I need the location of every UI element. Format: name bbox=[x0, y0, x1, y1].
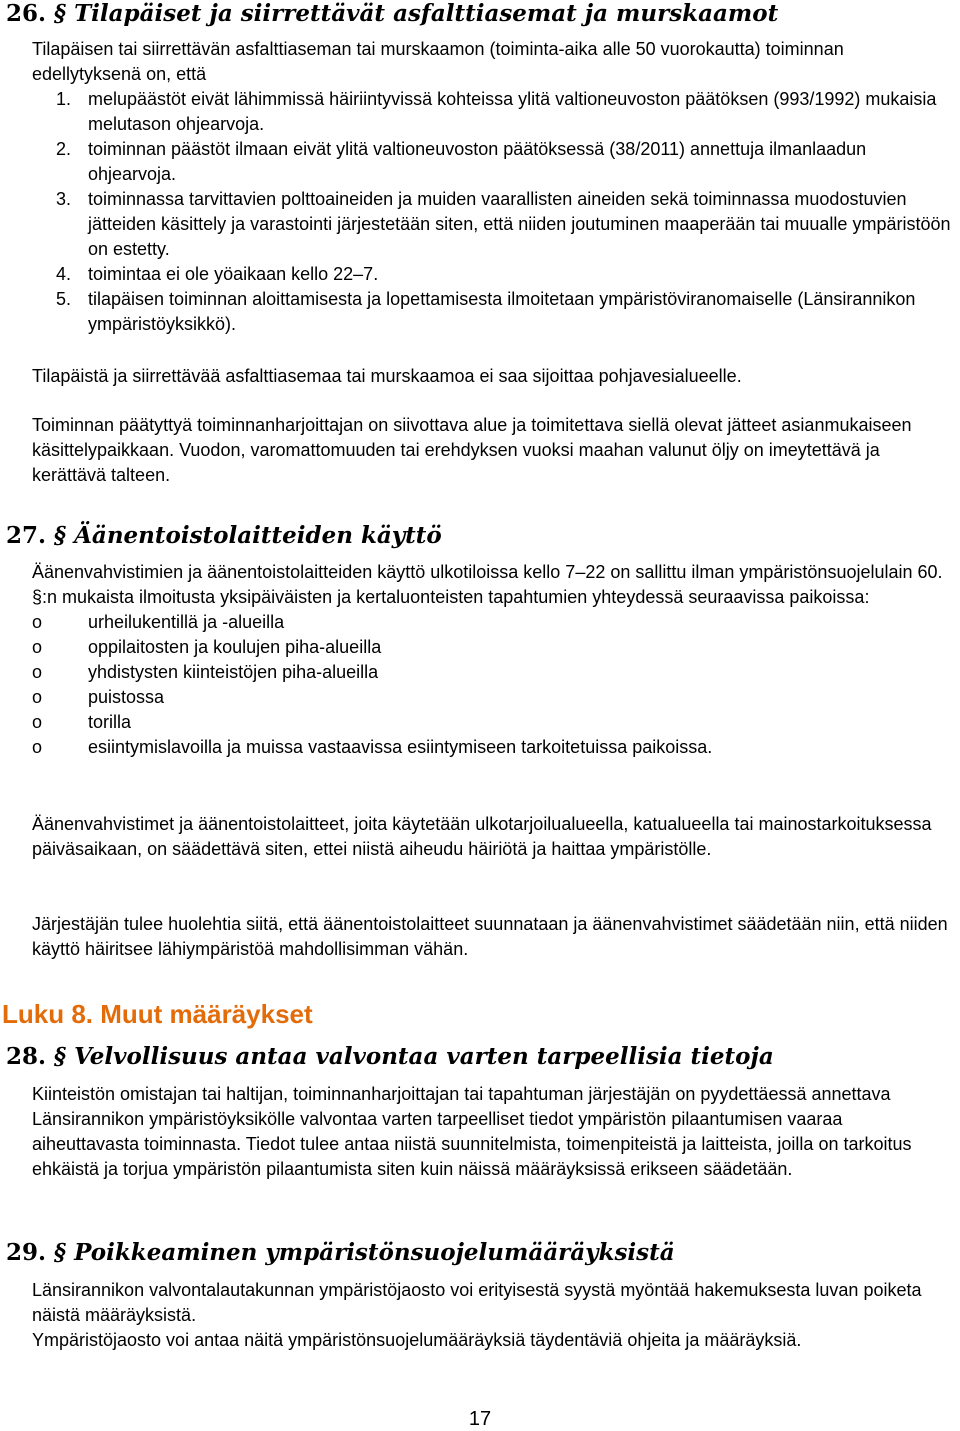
list-item: 5. tilapäisen toiminnan aloittamisesta ja lopettamisesta ilmoitetaan ympäristöviranomaiselle (Länsirannikon ympäristöyksikkö). bbox=[56, 289, 916, 334]
section-26-number: 26. bbox=[6, 0, 47, 27]
section-29-heading bbox=[6, 1239, 675, 1267]
list-item: o oppilaitosten ja koulujen piha-alueilla bbox=[32, 637, 382, 657]
section-29-title: § Poikkeaminen ympäristönsuojelumääräyksistä bbox=[54, 1239, 675, 1266]
section-26-title: § Tilapäiset ja siirrettävät asfalttiasemat ja murskaamot bbox=[54, 0, 779, 27]
section-29-number: 29. bbox=[6, 1239, 47, 1266]
section-28-heading bbox=[6, 1043, 774, 1071]
section-27-places-list bbox=[32, 610, 954, 760]
section-29-paragraph-1: Länsirannikon valvontalautakunnan ympäristöjaosto voi erityisestä syystä myöntää hakemuksesta luvan poiketa näistä määräyksistä. bbox=[32, 1280, 922, 1325]
section-26-intro: Tilapäisen tai siirrettävän asfalttiaseman tai murskaamon (toiminta-aika alle 50 vuorokautta) toiminnan edellytyksenä on, että bbox=[32, 39, 844, 84]
section-27-paragraph-1: Äänenvahvistimet ja äänentoistolaitteet, joita käytetään ulkotarjoilualueella, katualueella tai mainostarkoituksessa päiväsaikaan, on säädettävä siten, ettei niistä aiheudu häiriötä ja haittaa ympäristölle. bbox=[32, 814, 932, 859]
section-29-paragraph-2: Ympäristöjaosto voi antaa näitä ympäristönsuojelumääräyksiä täydentäviä ohjeita ja määräyksiä. bbox=[32, 1330, 802, 1350]
chapter-heading: Luku 8. Muut määräykset bbox=[2, 999, 313, 1029]
section-27-title: § Äänentoistolaitteiden käyttö bbox=[54, 522, 442, 549]
section-28-number: 28. bbox=[6, 1043, 47, 1070]
list-item: 2. toiminnan päästöt ilmaan eivät ylitä valtioneuvoston päätöksessä (38/2011) annettuja ilmanlaadun ohjearvoja. bbox=[56, 139, 867, 184]
section-29-body bbox=[32, 1278, 954, 1353]
section-27-number: 27. bbox=[6, 522, 47, 549]
section-26-conditions-list bbox=[32, 87, 954, 337]
section-26-heading bbox=[6, 0, 778, 28]
list-item: 4. toimintaa ei ole yöaikaan kello 22–7. bbox=[56, 264, 379, 284]
section-27-heading bbox=[6, 522, 442, 550]
list-item: o esiintymislavoilla ja muissa vastaavissa esiintymiseen tarkoitetuissa paikoissa. bbox=[32, 737, 713, 757]
section-26-paragraph-2: Toiminnan päätyttyä toiminnanharjoittajan on siivottava alue ja toimitettava siellä olevat jätteet asianmukaiseen käsittelypaikkaan. Vuodon, varomattomuuden tai erehdyksen vuoksi maahan valunut öljy on imeytettävä ja kerättävä talteen. bbox=[32, 415, 912, 485]
list-item: o yhdistysten kiinteistöjen piha-alueilla bbox=[32, 662, 379, 682]
list-item: 3. toiminnassa tarvittavien polttoaineiden ja muiden vaarallisten aineiden sekä toiminnassa muodostuvien jätteiden käsittely ja varastointi järjestetään siten, että niiden joutuminen maaperään tai muualle ympäristöön on estetty. bbox=[56, 189, 951, 259]
section-27-paragraph-2: Järjestäjän tulee huolehtia siitä, että äänentoistolaitteet suunnataan ja äänenvahvistimet säädetään niin, että niiden käyttö häiritsee lähiympäristöä mahdollisimman vähän. bbox=[32, 914, 948, 959]
list-item: o torilla bbox=[32, 712, 132, 732]
section-28-paragraph: Kiinteistön omistajan tai haltijan, toiminnanharjoittajan tai tapahtuman järjestäjän on pyydettäessä annettava Länsirannikon ympäristöyksikölle valvontaa varten tarpeelliset tiedot ympäristön pilaantumisen vaaraa aiheuttavasta toiminnasta. Tiedot tulee antaa niistä suunnitelmista, toimenpiteistä ja laitteista, joilla on tarkoitus ehkäistä ja torjua ympäristön pilaantumista siten kuin näissä määräyksissä erikseen säädetään. bbox=[32, 1084, 912, 1179]
section-27-body bbox=[32, 560, 954, 760]
section-26-body bbox=[32, 37, 954, 337]
page-number: 17 bbox=[468, 1408, 492, 1430]
list-item: o puistossa bbox=[32, 687, 165, 707]
list-item: o urheilukentillä ja -alueilla bbox=[32, 612, 285, 632]
section-26-paragraph-1: Tilapäistä ja siirrettävää asfalttiasemaa tai murskaamoa ei saa sijoittaa pohjavesialueelle. bbox=[32, 366, 742, 386]
section-27-intro: Äänenvahvistimien ja äänentoistolaitteiden käyttö ulkotiloissa kello 7–22 on sallittu ilman ympäristönsuojelulain 60. §:n mukaista ilmoitusta yksipäiväisten ja kertaluonteisten tapahtumien yhteydessä seuraavissa paikoissa: bbox=[32, 562, 943, 607]
section-28-title: § Velvollisuus antaa valvontaa varten tarpeellisia tietoja bbox=[54, 1043, 774, 1070]
list-item: 1. melupäästöt eivät lähimmissä häiriintyvissä kohteissa ylitä valtioneuvoston päätöksen (993/1992) mukaisia melutason ohjearvoja. bbox=[56, 89, 937, 134]
